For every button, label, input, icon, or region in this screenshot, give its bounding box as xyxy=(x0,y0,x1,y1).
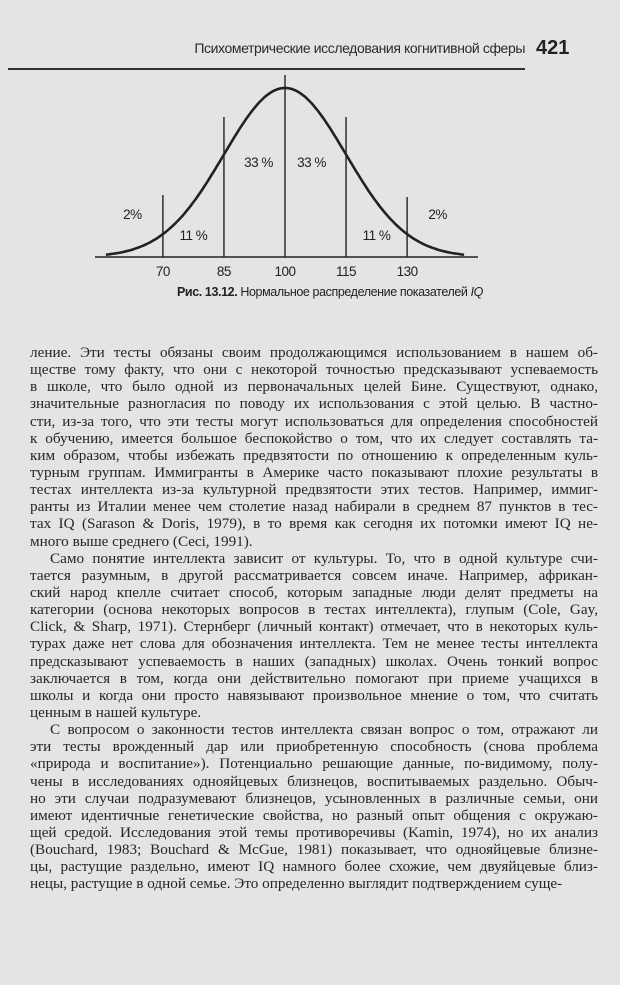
normal-distribution-figure xyxy=(0,0,620,290)
text-line: «природа и воспитание»). Потенциально решающие данные, по-видимому, полу- xyxy=(30,755,598,773)
region-percent-label: 33 % xyxy=(297,155,326,170)
text-line: тестах интеллекта из-за культурной предвзятости этих тестов. Например, иммиг- xyxy=(30,481,598,499)
text-line: щей средой. Исследования этой темы противоречивы (Kamin, 1974), но их анализ xyxy=(30,823,598,841)
text-line: ценным в нашей культуре. xyxy=(30,703,202,721)
text-line: (Bouchard, 1983; Bouchard & McGue, 1981) показывает, что однояйцевые близне- xyxy=(30,841,598,859)
text-line: тается разумным, в другой рассматривается совсем иначе. Например, африкан- xyxy=(30,566,598,584)
region-percent-label: 11 % xyxy=(179,228,208,243)
caption-text: Нормальное распределение показателей xyxy=(240,285,468,299)
x-tick-label: 85 xyxy=(216,264,231,279)
text-line: ранты из Италии менее чем столетие назад набирали в среднем 87 пунктов в тес- xyxy=(30,498,598,516)
text-line: но эти случаи подразумевают близнецов, усыновленных в различные семьи, они xyxy=(30,789,598,807)
text-line: эти тесты врожденный дар или приобретенную способность (снова проблема xyxy=(30,738,598,756)
page-number: 421 xyxy=(536,37,570,59)
text-line: ществе тому факту, что они с некоторой точностью предсказывают успеваемость xyxy=(30,361,598,379)
text-line: ский народ кпелле считает способ, которым западные люди делят предметы на xyxy=(30,583,598,601)
text-line: в школе, что было одной из первоначальных целей Бине. Существуют, однако, xyxy=(30,378,598,396)
text-line: Click, & Sharp, 1971). Стернберг (личный контакт) отмечает, что в некоторых куль- xyxy=(30,618,598,636)
text-line: ким образом, чтобы избежать предвзятости по отношению к определенным куль- xyxy=(30,446,598,464)
text-line: турным группам. Иммигранты в Америке часто показывают плохие результаты в xyxy=(30,463,598,481)
text-line: школы и когда они просто навязывают произвольное мнение о том, что считать xyxy=(30,686,598,704)
x-tick-label: 115 xyxy=(336,264,357,279)
region-percent-label: 2% xyxy=(123,207,142,222)
text-line: ление. Эти тесты обязаны своим продолжающимся использованием в нашем об- xyxy=(30,344,598,361)
text-line: турах даже нет слова для обозначения интеллекта. Тем не менее тесты интеллекта xyxy=(30,635,598,653)
text-line: сти, из-за того, что эти тесты могут использоваться для определения способностей xyxy=(30,412,598,430)
region-percent-label: 11 % xyxy=(362,228,391,243)
text-line: к обучению, имеется большое беспокойство о том, что их следует составлять та- xyxy=(30,429,598,447)
text-line: категории (основа некоторых вопросов в тестах интеллекта), глупым (Cole, Gay, xyxy=(30,601,598,619)
text-line: чены в исследованиях однояйцевых близнецов, воспитываемых раздельно. Обыч- xyxy=(30,772,598,790)
x-tick-label: 130 xyxy=(396,264,418,279)
text-line: нецы, растущие в одной семье. Это определенно выглядит подтверждением суще- xyxy=(30,875,563,893)
text-line: значительные разногласия по поводу их использования с этой целью. В частно- xyxy=(30,395,598,413)
text-line: заключается в том, когда они действительно помогают при приеме учащихся в xyxy=(30,669,598,687)
region-percent-label: 2% xyxy=(428,207,447,222)
caption-label: Рис. 13.12. xyxy=(177,285,238,299)
text-line: много выше среднего (Ceci, 1991). xyxy=(30,532,253,550)
text-line: тах IQ (Sarason & Doris, 1979), в то время как сегодня их потомки имеют IQ не- xyxy=(30,515,598,533)
x-tick-label: 100 xyxy=(274,264,296,279)
body-text xyxy=(30,344,598,893)
text-line: Само понятие интеллекта зависит от культуры. То, что в одной культуре счи- xyxy=(50,549,598,567)
caption-italic: IQ xyxy=(470,285,483,299)
text-line: С вопросом о законности тестов интеллекта связан вопрос о том, отражают ли xyxy=(50,721,598,739)
text-line: цы, растущие раздельно, имеют IQ намного более схожие, чем двуяйцевые близ- xyxy=(30,858,598,876)
x-tick-label: 70 xyxy=(155,264,170,279)
text-line: имеют идентичные генетические свойства, но разный опыт общения с окружаю- xyxy=(30,806,598,824)
running-head-title: Психометрические исследования когнитивной сферы xyxy=(194,40,525,56)
figure-caption xyxy=(0,285,620,299)
text-line: предсказывают успеваемость в наших (западных) школах. Очень тонкий вопрос xyxy=(30,652,598,670)
region-percent-label: 33 % xyxy=(244,155,273,170)
